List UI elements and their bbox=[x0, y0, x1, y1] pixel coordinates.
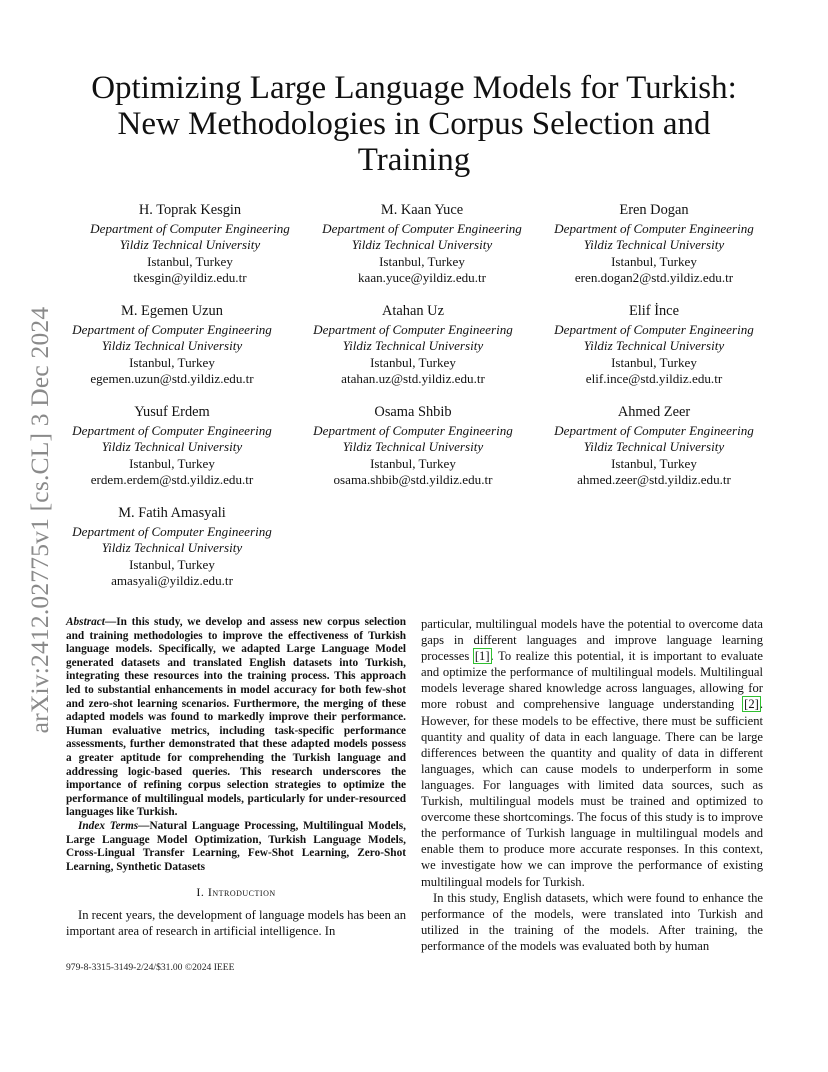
author-department: Department of Computer Engineering bbox=[72, 321, 272, 337]
paragraph-text: . However, for these models to be effective, there must be sufficient quantity and quality of data in each language. There can be large differences between the quantity and quality of data in different languages, which can cause models to underperform in some languages. For languages with limited data sources, such as Turkish, multilingual models must be trained and optimized to overcome these shortcomings. The focus of this study is to improve the performance of Turkish language in multilingual models and enable them to produce more accurate responses. In this context, we investigate how we can improve the performance of existing multilingual models for Turkish. bbox=[421, 697, 763, 889]
author-department: Department of Computer Engineering bbox=[313, 422, 513, 438]
paragraph-text: particular, multilingual models have the potential to overcome data gaps in different languages and improve language learning processes bbox=[421, 617, 763, 664]
author-university: Yildiz Technical University bbox=[101, 540, 243, 556]
author-department: Department of Computer Engineering bbox=[554, 422, 754, 438]
author-name: Atahan Uz bbox=[382, 303, 444, 319]
paragraph-text: . To realize this potential, it is important to evaluate and optimize the performance of multilingual models. Multilingual models leverage shared knowledge across languages, allowing for more robust and comprehensive language understanding bbox=[421, 649, 763, 712]
author-email[interactable]: erdem.erdem@std.yildiz.edu.tr bbox=[90, 472, 254, 488]
author-block bbox=[538, 404, 770, 489]
author-department: Department of Computer Engineering bbox=[90, 220, 290, 236]
title-line-2: New Methodologies in Corpus Selection and bbox=[117, 106, 711, 142]
author-department: Department of Computer Engineering bbox=[313, 321, 513, 337]
author-email[interactable]: atahan.uz@std.yildiz.edu.tr bbox=[341, 371, 485, 387]
abstract-label: Abstract bbox=[66, 616, 105, 628]
author-location: Istanbul, Turkey bbox=[370, 354, 456, 370]
index-terms bbox=[66, 820, 406, 874]
author-email[interactable]: ahmed.zeer@std.yildiz.edu.tr bbox=[577, 472, 731, 488]
author-university: Yildiz Technical University bbox=[342, 338, 484, 354]
author-department: Department of Computer Engineering bbox=[554, 220, 754, 236]
author-name: Eren Dogan bbox=[619, 202, 689, 218]
author-university: Yildiz Technical University bbox=[583, 338, 725, 354]
index-terms-text: —Natural Language Processing, Multilingual Models, Large Language Model Optimization, Turkish Language Models, Cross-Lingual Transfer Learning, Few-Shot Learning, Zero-Shot Learning, Synthetic Datasets bbox=[66, 819, 406, 873]
paper-title bbox=[70, 70, 758, 178]
author-block bbox=[56, 505, 288, 590]
author-location: Istanbul, Turkey bbox=[147, 253, 233, 269]
body-paragraph: In this study, English datasets, which were found to enhance the performance of the models, were translated into Turkish and utilized in the training of the models. After training, the performance of the models was evaluated both by human bbox=[421, 890, 763, 953]
author-name: M. Kaan Yuce bbox=[380, 202, 464, 218]
body-paragraph bbox=[421, 616, 763, 890]
citation-link[interactable]: [2] bbox=[744, 697, 759, 712]
author-university: Yildiz Technical University bbox=[342, 439, 484, 455]
author-email[interactable]: amasyali@yildiz.edu.tr bbox=[111, 573, 233, 589]
section-heading-introduction: I. Introduction bbox=[196, 885, 276, 900]
author-email[interactable]: egemen.uzun@std.yildiz.edu.tr bbox=[90, 371, 254, 387]
author-email[interactable]: elif.ince@std.yildiz.edu.tr bbox=[585, 371, 723, 387]
copyright-footnote: 979-8-3315-3149-2/24/$31.00 ©2024 IEEE bbox=[66, 962, 235, 973]
author-email[interactable]: osama.shbib@std.yildiz.edu.tr bbox=[333, 472, 493, 488]
intro-paragraph: In recent years, the development of language models has been an important area of research in artificial intelligence. In bbox=[66, 907, 406, 938]
author-name: Ahmed Zeer bbox=[617, 404, 691, 420]
author-university: Yildiz Technical University bbox=[101, 338, 243, 354]
author-email[interactable]: tkesgin@yildiz.edu.tr bbox=[133, 270, 247, 286]
title-line-3: Training bbox=[357, 142, 471, 178]
title-line-1: Optimizing Large Language Models for Turkish: bbox=[91, 70, 737, 106]
author-location: Istanbul, Turkey bbox=[129, 455, 215, 471]
right-column bbox=[421, 616, 763, 954]
author-university: Yildiz Technical University bbox=[583, 439, 725, 455]
author-department: Department of Computer Engineering bbox=[72, 523, 272, 539]
author-block bbox=[306, 202, 538, 287]
citation-link[interactable]: [1] bbox=[474, 649, 490, 664]
abstract bbox=[66, 616, 406, 820]
author-name: Yusuf Erdem bbox=[134, 404, 210, 420]
author-department: Department of Computer Engineering bbox=[554, 321, 754, 337]
author-location: Istanbul, Turkey bbox=[611, 455, 697, 471]
author-name: M. Egemen Uzun bbox=[121, 303, 223, 319]
author-department: Department of Computer Engineering bbox=[72, 422, 272, 438]
author-block bbox=[56, 303, 288, 388]
author-location: Istanbul, Turkey bbox=[379, 253, 465, 269]
author-name: Elif İnce bbox=[629, 303, 679, 319]
arxiv-id-text: arXiv:2412.02775v1 [cs.CL] 3 Dec 2024 bbox=[25, 306, 54, 734]
author-name: H. Toprak Kesgin bbox=[138, 202, 242, 218]
index-terms-label: Index Terms bbox=[78, 819, 139, 832]
author-location: Istanbul, Turkey bbox=[370, 455, 456, 471]
author-location: Istanbul, Turkey bbox=[129, 556, 215, 572]
author-email[interactable]: kaan.yuce@yildiz.edu.tr bbox=[357, 270, 487, 286]
author-block bbox=[74, 202, 306, 287]
author-university: Yildiz Technical University bbox=[351, 237, 493, 253]
author-location: Istanbul, Turkey bbox=[611, 354, 697, 370]
author-location: Istanbul, Turkey bbox=[129, 354, 215, 370]
author-block bbox=[297, 404, 529, 489]
author-university: Yildiz Technical University bbox=[119, 237, 261, 253]
author-block bbox=[538, 303, 770, 388]
author-university: Yildiz Technical University bbox=[583, 237, 725, 253]
author-email[interactable]: eren.dogan2@std.yildiz.edu.tr bbox=[574, 270, 734, 286]
author-name: M. Fatih Amasyali bbox=[118, 505, 226, 521]
abstract-text: —In this study, we develop and assess new corpus selection and training methodologies to improve the effectiveness of Turkish language models. Specifically, we adapted Large Language Model generated datasets and translated English datasets into Turkish, integrating these resources into the training process. This approach led to substantial enhancements in model accuracy for both few-shot and zero-shot learning scenarios. Furthermore, the merging of these adapted models was found to markedly improve their performance. Human evaluative metrics, including task-specific performance assessments, further demonstrated that these adapted models possess a greater aptitude for comprehending the Turkish language and addressing logic-based queries. This research underscores the importance of refining corpus selection strategies to optimize the performance of multilingual models, particularly for under-resourced languages like Turkish. bbox=[66, 616, 406, 819]
author-university: Yildiz Technical University bbox=[101, 439, 243, 455]
author-block bbox=[56, 404, 288, 489]
author-department: Department of Computer Engineering bbox=[322, 220, 522, 236]
arxiv-identifier-stamp bbox=[20, 290, 60, 750]
author-block bbox=[297, 303, 529, 388]
author-block bbox=[538, 202, 770, 287]
author-name: Osama Shbib bbox=[374, 404, 452, 420]
left-column bbox=[66, 616, 406, 939]
author-location: Istanbul, Turkey bbox=[611, 253, 697, 269]
